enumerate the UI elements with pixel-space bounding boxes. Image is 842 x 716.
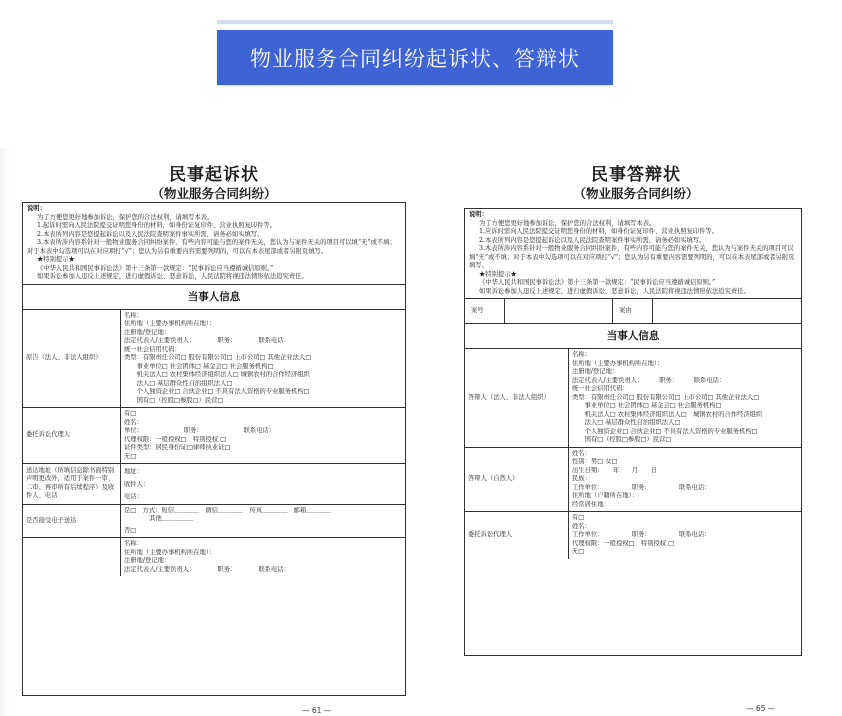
plaintiff-fields: [121, 310, 405, 408]
complaint-subtitle: （物业服务合同纠纷）: [151, 186, 277, 201]
cause-value: [653, 299, 801, 323]
field-line: 住所地（主要办事机构所在地）：: [572, 359, 664, 367]
field-line: 个人独资企业□ 合伙企业□ 不具有法人资格的专业服务机构□: [572, 427, 758, 435]
field-line: 注册地/登记地：: [124, 328, 171, 336]
respondent-org-fields: [569, 349, 801, 447]
case-info-row: [465, 299, 801, 324]
notes-line: 如果诉讼参加人违反上述规定，进行虚假诉讼、恶意诉讼，人民法院将视违法情形依法追究责任。: [37, 273, 308, 280]
field-line: 否□: [124, 526, 137, 534]
field-line: 住所地（户籍所在地）：: [572, 492, 639, 500]
defense-title: 民事答辩状: [591, 165, 681, 185]
case-no-value: [505, 299, 613, 323]
field-line: 注册地/登记地：: [124, 557, 171, 565]
service-address-row: [23, 464, 405, 505]
field-line: 机关法人□ 农村集体经济组织法人□ 城镇农村的合作经济组织: [124, 371, 310, 379]
field-line: 工作单位： 职务： 联系电话：: [572, 483, 711, 491]
field-line: 法定代表人/主要负责人： 职务： 联系电话：: [572, 376, 726, 384]
field-line: 国有□（控股□参股□）民营□: [124, 396, 224, 404]
respondent-person-label: 答辩人（自然人）: [465, 448, 569, 512]
notes-line: 如果诉讼参加人违反上述规定，进行虚假诉讼、恶意诉讼，人民法院将视违法情形依法追究责任。: [479, 287, 750, 295]
field-line: 姓名：: [572, 449, 591, 457]
field-line: 名称：: [124, 311, 143, 319]
defense-subtitle: （物业服务合同纠纷）: [573, 186, 699, 201]
notes-line: 《中华人民共和国民事诉讼法》第十三条第一款规定：“民事诉讼应当遵循诚信原则。”: [479, 279, 716, 286]
respondent-person-row: [465, 448, 801, 513]
page-number: — 65 —: [746, 704, 776, 713]
field-line: 机关法人□ 农村集体经济组织法人□ 城镇农村的合作经济组织: [572, 410, 763, 418]
notes-line: 《中华人民共和国民事诉讼法》第十三条第一款规定：“民事诉讼应当遵循诚信原则。”: [37, 264, 274, 272]
respondent-org-row: [465, 349, 801, 448]
notes-line: 1.起诉时需向人民法院提交证明您身份的材料，如身份证复印件、营业执照复印件等。: [37, 222, 276, 229]
field-line: 名称：: [124, 540, 143, 548]
notes-line: 2.本表所列内容是您提起诉讼以及人民法院查明案件事实所需，请务必如实填写。: [37, 230, 264, 238]
field-line: 是□ 方式：短信＿＿＿＿ 微信＿＿＿＿ 传真＿＿＿＿ 邮箱＿＿＿＿: [124, 506, 332, 514]
field-line: 事业单位□ 社会团体□ 基金会□ 社会服务机构□: [124, 362, 274, 370]
notes-line: 1.应诉时需向人民法院提交证明您身份的材料，如身份证复印件、营业执照复印件等。: [479, 228, 718, 235]
cause-label: 案由: [613, 299, 653, 323]
page-shadow: [0, 148, 10, 716]
respondent-org-label: 答辩人（法人、非法人组织）: [465, 349, 569, 447]
notes-line: 为了方便您更好地参加诉讼，保护您的合法权利，请填写本表。: [479, 219, 656, 227]
complaint-title: 民事起诉状: [169, 165, 259, 185]
field-line: 注册地/登记地：: [572, 368, 619, 376]
field-line: 民族：: [572, 475, 591, 483]
field-line: 住所地（主要办事机构所在地）：: [124, 320, 216, 328]
complaint-form: [22, 202, 406, 696]
field-line: 地址：: [124, 468, 143, 476]
agent-label: 委托诉讼代理人: [23, 408, 121, 463]
field-line: 出生日期： 年 月 日: [572, 466, 658, 474]
field-line: 法定代表人/主要负责人： 职务： 联系电话：: [124, 337, 290, 345]
field-line: 工作单位： 职务： 联系电话：: [572, 531, 711, 539]
field-line: 单位： 职务： 联系电话：: [124, 427, 276, 435]
field-line: 经常居住地：: [572, 500, 610, 508]
field-line: 姓名：: [124, 418, 143, 426]
field-line: 性别：男□ 女□: [572, 458, 618, 466]
plaintiff-label: 原告（法人、非法人组织）: [23, 310, 121, 408]
notes-warning: ★特别提示★: [479, 270, 517, 278]
defendant-row: [23, 538, 405, 576]
field-line: 无□: [124, 452, 137, 460]
service-address-label: [23, 464, 121, 504]
banner-title: 物业服务合同纠纷起诉状、答辩状: [217, 30, 613, 85]
notes-line: 2.本表所列内容是您提起诉讼以及人民法院查明案件事实所需，请务必如实填写。: [479, 236, 706, 244]
electronic-service-row: [23, 505, 405, 539]
defense-page: [450, 148, 822, 716]
field-line: 电话：: [124, 493, 143, 501]
defense-form: [464, 208, 802, 656]
field-line: 无□: [572, 548, 585, 556]
defendant-label: [23, 538, 121, 576]
field-line: 其他＿＿＿＿＿: [124, 515, 194, 523]
field-line: 统一社会信用代码：: [124, 345, 181, 353]
field-line: 法人□ 基层群众性自治组织法人□: [572, 419, 681, 427]
case-no-label: 案号: [465, 299, 505, 323]
label-line: 声明更改外，适用于案件一审、: [26, 475, 115, 483]
agent-row: [465, 512, 801, 559]
field-line: 类型：有限责任公司□ 股份有限公司□ 上市公司□ 其他企业法人□: [124, 354, 312, 362]
electronic-service-label: 是否接受电子送达: [23, 505, 121, 538]
field-line: 国有□（控股□参股□）民营□: [572, 436, 672, 444]
field-line: 证件类型：居民身份证□律师执业证□: [124, 444, 231, 452]
defense-notes: [465, 209, 801, 299]
plaintiff-row: [23, 310, 405, 409]
agent-fields: [121, 408, 405, 463]
defendant-fields: [121, 538, 405, 576]
service-address-fields: [121, 464, 405, 504]
field-line: 统一社会信用代码：: [572, 385, 629, 393]
notes-warning: ★特别提示★: [37, 256, 75, 263]
field-line: 名称：: [572, 351, 591, 359]
complaint-notes: [23, 203, 405, 285]
field-line: 姓名：: [572, 522, 591, 530]
field-line: 个人独资企业□ 合伙企业□ 不具有法人资格的专业服务机构□: [124, 388, 310, 396]
field-line: 代理权限：一般授权□ 特别授权 □: [572, 539, 675, 547]
field-line: 住所地（主要办事机构所在地）：: [124, 548, 216, 556]
notes-line: 为了方便您更好地参加诉讼，保护您的合法权利，请填写本表。: [37, 213, 214, 221]
banner-accent-line: [217, 20, 613, 24]
field-line: 法定代表人/主要负责人： 职务： 联系电话：: [124, 565, 290, 573]
field-line: 有□: [124, 410, 137, 418]
notes-line: 3.本表所涉内容系针对一般物业服务合同纠纷案件，有些内容可能与您的案件无关，您认为与案件无关的项目可以填“无”或不填；对于本表中勾选项可以在对应项打“√”；您认为另有重要内容需要列明的，可以在本表尾部或者另附页填写。: [27, 239, 396, 255]
label-line: 件人、电话: [26, 492, 58, 500]
label-line: 二审、再审所有后续程序）及收: [26, 483, 115, 491]
field-line: 法人□ 基层群众性自治组织法人□: [124, 379, 233, 387]
field-line: 事业单位□ 社会团体□ 基金会□ 社会服务机构□: [572, 402, 722, 410]
electronic-service-fields: [121, 505, 405, 538]
notes-heading: 说明：: [27, 205, 46, 212]
respondent-person-fields: [569, 448, 801, 512]
complaint-page: [10, 148, 418, 716]
section-heading: 当事人信息: [465, 324, 801, 349]
field-line: 类型：有限责任公司□ 股份有限公司□ 上市公司□ 其他企业法人□: [572, 393, 760, 401]
field-line: 有□: [572, 514, 585, 522]
agent-row: [23, 408, 405, 464]
section-heading: 当事人信息: [23, 285, 405, 310]
field-line: 收件人：: [124, 480, 150, 488]
label-line: 送达地址（所填信息除书面特别: [26, 466, 115, 474]
notes-heading: 说明：: [469, 211, 488, 218]
page-number: — 61 —: [302, 706, 332, 715]
field-line: 代理权限：一般授权□ 特别授权 □: [124, 435, 227, 443]
agent-label: 委托诉讼代理人: [465, 512, 569, 559]
agent-fields: [569, 512, 801, 559]
notes-line: 3.本表所涉内容系针对一般物业服务合同纠纷案件，有些内容可能与您的案件无关，您认为与案件无关的项目可以填“无”或不填；对于本表中勾选项可以在对应项打“√”；您认为另有重要内容需要列明的，可以在本表尾部或者另附页填写。: [469, 245, 795, 269]
